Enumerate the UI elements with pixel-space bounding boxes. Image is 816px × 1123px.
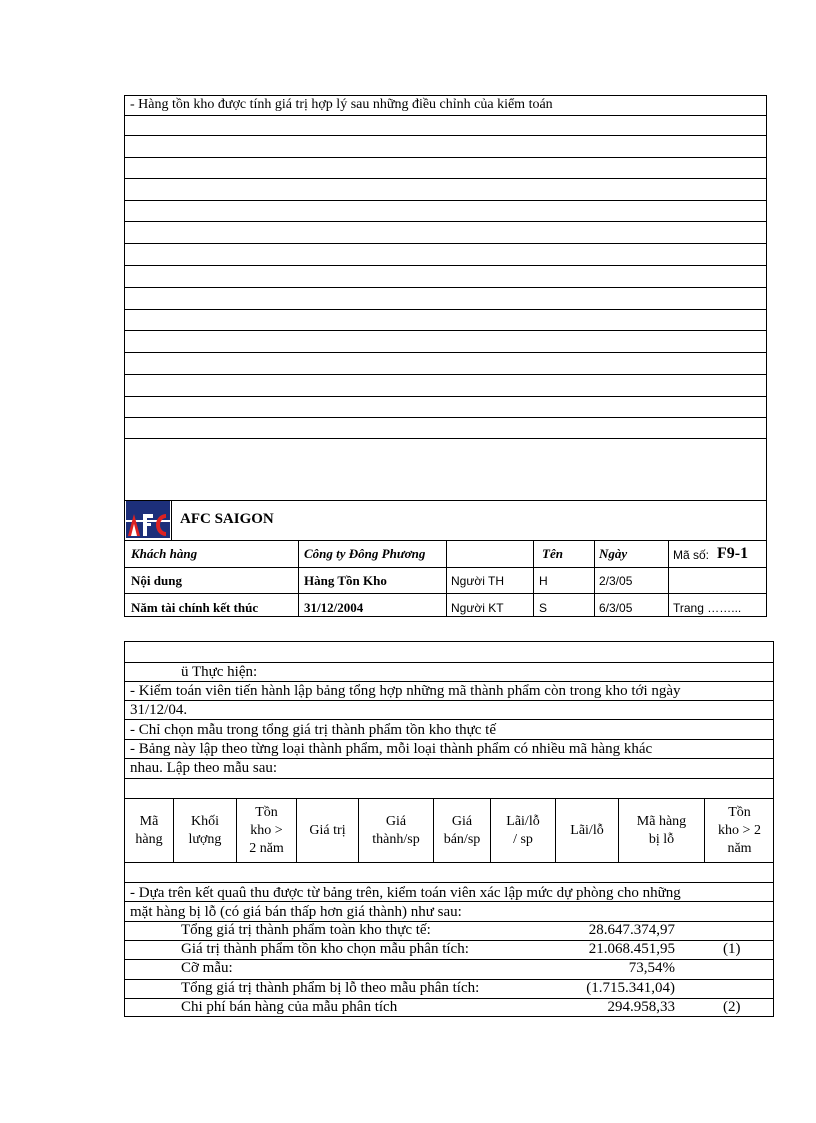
afc-logo	[126, 500, 170, 538]
fiscal-year-label: Năm tài chính kết thúc	[131, 600, 259, 615]
procedure-line-4: - Dựa trên kết quaû thu được từ bảng trên, kiểm toán viên xác lập mức dự phòng cho những	[130, 885, 681, 901]
client-value: Công ty Đông Phương	[304, 546, 426, 561]
ruled-line	[124, 662, 774, 663]
ruled-line	[124, 396, 767, 397]
ruled-line	[124, 921, 774, 922]
summary-label: Giá trị thành phẩm tồn kho chọn mẫu phân tích:	[181, 941, 469, 957]
ruled-line	[124, 681, 774, 682]
summary-label: Cỡ mẫu:	[181, 960, 233, 976]
ruled-line	[124, 417, 767, 418]
reviewer-role: Người KT	[451, 601, 504, 615]
col-ten-header: Tên	[542, 546, 563, 561]
summary-label: Chi phí bán hàng của mẫu phân tích	[181, 999, 398, 1015]
ruled-line	[124, 862, 774, 863]
ruled-line	[124, 265, 767, 266]
table-header-cell: Lãi/lỗ	[570, 822, 604, 838]
summary-value: (1.715.341,04)	[586, 980, 675, 996]
content-label: Nội dung	[131, 573, 182, 588]
perform-heading: ü Thực hiện:	[181, 664, 258, 680]
ruled-line	[124, 178, 767, 179]
ruled-line	[124, 719, 774, 720]
ruled-line	[124, 374, 767, 375]
ruled-line	[124, 200, 767, 201]
reviewer-name: S	[539, 601, 548, 615]
procedure-line-4-cont: mặt hàng bị lỗ (có giá bán thấp hơn giá thành) như sau:	[130, 904, 462, 920]
reviewer-date: 6/3/05	[599, 601, 633, 615]
table-col-line	[555, 798, 556, 862]
summary-value: 294.958,33	[607, 999, 675, 1015]
ruled-line	[124, 500, 767, 501]
ma-so-label: Mã số:	[673, 548, 710, 562]
summary-value: 21.068.451,95	[588, 941, 675, 957]
page-number: Trang ……...	[673, 601, 742, 615]
ruled-line	[124, 901, 774, 902]
ruled-line	[124, 438, 767, 439]
preparer-name: H	[539, 574, 548, 588]
procedure-line-3-cont: nhau. Lập theo mẫu sau:	[130, 760, 278, 776]
preparer-date: 2/3/05	[599, 574, 633, 588]
info-grid-line	[594, 540, 595, 617]
col-ngay-header: Ngày	[599, 546, 628, 561]
procedure-line-1: - Kiểm toán viên tiến hành lập bảng tổng hợp những mã thành phẩm còn trong kho tới ngày	[130, 683, 681, 699]
info-grid-line	[668, 540, 669, 617]
ruled-line	[124, 221, 767, 222]
ruled-line	[124, 352, 767, 353]
procedure-line-2: - Chỉ chọn mẫu trong tổng giá trị thành phẩm tồn kho thực tế	[130, 722, 496, 738]
ruled-line	[124, 287, 767, 288]
table-col-line	[296, 798, 297, 862]
table-header-cell: Tồn kho > 2 năm	[718, 804, 761, 856]
ruled-line	[124, 330, 767, 331]
ruled-line	[124, 135, 767, 136]
ruled-line	[124, 778, 774, 779]
logo-divider	[171, 500, 172, 540]
ruled-line	[124, 798, 774, 799]
ruled-line	[124, 940, 774, 941]
summary-value: 73,54%	[628, 960, 675, 976]
summary-value: 28.647.374,97	[588, 922, 675, 938]
summary-note: (1)	[723, 941, 741, 957]
ruled-line	[124, 739, 774, 740]
table-header-cell: Tồn kho > 2 năm	[249, 804, 284, 856]
worksheet-top-box	[124, 95, 767, 617]
ruled-line	[124, 309, 767, 310]
ruled-line	[124, 959, 774, 960]
table-col-line	[433, 798, 434, 862]
inventory-heading: - Hàng tồn kho được tính giá trị hợp lý sau những điều chỉnh của kiểm toán	[130, 97, 553, 112]
preparer-role: Người TH	[451, 574, 505, 588]
table-col-line	[490, 798, 491, 862]
info-grid-line	[446, 540, 447, 617]
table-col-line	[618, 798, 619, 862]
ruled-line	[124, 243, 767, 244]
ruled-line	[124, 998, 774, 999]
table-col-line	[236, 798, 237, 862]
table-header-cell: Lãi/lỗ / sp	[506, 813, 540, 847]
table-header-cell: Giá trị	[309, 822, 346, 838]
client-label: Khách hàng	[131, 546, 198, 561]
ruled-line	[124, 882, 774, 883]
ma-so-value: F9-1	[717, 545, 749, 562]
fiscal-year-value: 31/12/2004	[304, 600, 364, 615]
table-header-cell: Mã hàng	[135, 813, 163, 847]
table-col-line	[358, 798, 359, 862]
ruled-line	[124, 758, 774, 759]
ruled-line	[124, 700, 774, 701]
table-header-cell: Mã hàng bị lỗ	[636, 813, 687, 847]
info-grid-line	[298, 540, 299, 617]
ruled-line	[124, 979, 774, 980]
table-header-cell: Khối lượng	[188, 813, 222, 847]
procedure-line-3: - Bảng này lập theo từng loại thành phẩm, mỗi loại thành phẩm có nhiều mã hàng khác	[130, 741, 653, 757]
summary-label: Tổng giá trị thành phẩm bị lỗ theo mẫu phân tích:	[181, 980, 480, 996]
table-header-cell: Giá bán/sp	[443, 813, 481, 847]
table-col-line	[704, 798, 705, 862]
ruled-line	[124, 115, 767, 116]
table-header-cell: Giá thành/sp	[372, 813, 420, 847]
summary-label: Tổng giá trị thành phẩm toàn kho thực tế:	[181, 922, 431, 938]
info-grid-line	[533, 540, 534, 617]
table-col-line	[173, 798, 174, 862]
content-value: Hàng Tồn Kho	[304, 573, 387, 588]
summary-note: (2)	[723, 999, 741, 1015]
procedure-line-1-cont: 31/12/04.	[130, 702, 188, 718]
company-name: AFC SAIGON	[180, 511, 274, 527]
ruled-line	[124, 157, 767, 158]
